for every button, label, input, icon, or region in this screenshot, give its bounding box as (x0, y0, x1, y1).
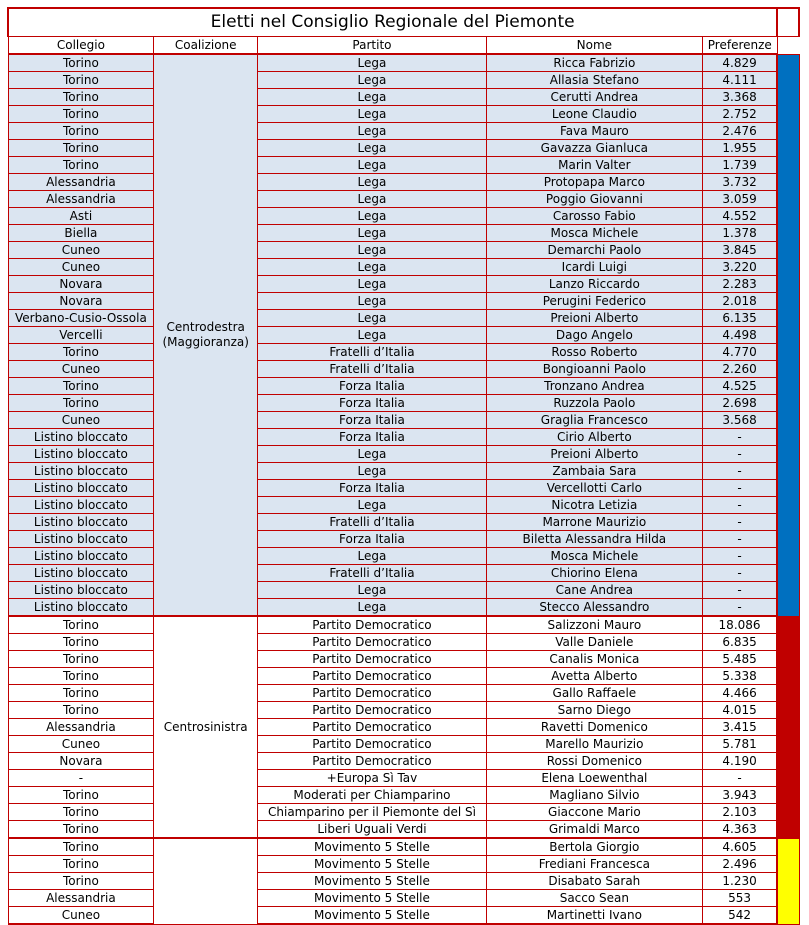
coalition-color-strip (777, 838, 799, 924)
cell-nome: Preioni Alberto (486, 310, 702, 327)
cell-nome: Martinetti Ivano (486, 907, 702, 925)
cell-nome: Frediani Francesca (486, 856, 702, 873)
cell-partito: Lega (258, 293, 487, 310)
cell-nome: Sarno Diego (486, 702, 702, 719)
table-row (8, 310, 799, 327)
cell-preferenze: - (702, 582, 777, 599)
cell-collegio: Torino (8, 651, 154, 668)
table-row (8, 106, 799, 123)
cell-partito: Partito Democratico (258, 702, 487, 719)
cell-collegio: Alessandria (8, 191, 154, 208)
cell-nome: Marrone Maurizio (486, 514, 702, 531)
cell-preferenze: 6.835 (702, 634, 777, 651)
cell-partito: Partito Democratico (258, 685, 487, 702)
cell-collegio: Torino (8, 89, 154, 106)
cell-preferenze: 3.059 (702, 191, 777, 208)
cell-nome: Disabato Sarah (486, 873, 702, 890)
header-row (8, 37, 799, 55)
cell-partito: Lega (258, 174, 487, 191)
cell-partito: Partito Democratico (258, 634, 487, 651)
table-row (8, 395, 799, 412)
cell-preferenze: 4.015 (702, 702, 777, 719)
table-row (8, 702, 799, 719)
cell-collegio: Listino bloccato (8, 446, 154, 463)
cell-collegio: Torino (8, 634, 154, 651)
cell-collegio: Listino bloccato (8, 497, 154, 514)
cell-collegio: - (8, 770, 154, 787)
table-row (8, 907, 799, 925)
cell-collegio: Asti (8, 208, 154, 225)
cell-preferenze: 4.525 (702, 378, 777, 395)
coalition-cell: Centrosinistra (154, 616, 258, 838)
table-row (8, 565, 799, 582)
cell-partito: Lega (258, 106, 487, 123)
table-row (8, 616, 799, 634)
cell-collegio: Novara (8, 293, 154, 310)
cell-nome: Rossi Domenico (486, 753, 702, 770)
cell-collegio: Cuneo (8, 907, 154, 925)
cell-nome: Lanzo Riccardo (486, 276, 702, 293)
cell-collegio: Cuneo (8, 361, 154, 378)
table-row (8, 463, 799, 480)
cell-preferenze: 2.018 (702, 293, 777, 310)
table-row (8, 89, 799, 106)
cell-partito: Movimento 5 Stelle (258, 890, 487, 907)
cell-preferenze: - (702, 599, 777, 617)
cell-partito: Lega (258, 225, 487, 242)
cell-partito: Fratelli d’Italia (258, 344, 487, 361)
cell-nome: Sacco Sean (486, 890, 702, 907)
cell-preferenze: 3.415 (702, 719, 777, 736)
cell-preferenze: 18.086 (702, 616, 777, 634)
header-partito: Partito (258, 37, 487, 55)
cell-partito: Forza Italia (258, 531, 487, 548)
cell-preferenze: - (702, 565, 777, 582)
table-row (8, 344, 799, 361)
table-row (8, 191, 799, 208)
cell-collegio: Cuneo (8, 736, 154, 753)
table-row (8, 429, 799, 446)
cell-collegio: Torino (8, 821, 154, 839)
cell-collegio: Torino (8, 685, 154, 702)
cell-preferenze: 4.770 (702, 344, 777, 361)
cell-preferenze: 4.552 (702, 208, 777, 225)
cell-collegio: Torino (8, 72, 154, 89)
cell-partito: Partito Democratico (258, 753, 487, 770)
table-row (8, 140, 799, 157)
cell-partito: Forza Italia (258, 395, 487, 412)
cell-partito: Partito Democratico (258, 616, 487, 634)
table-row (8, 480, 799, 497)
cell-nome: Gallo Raffaele (486, 685, 702, 702)
table-row (8, 378, 799, 395)
cell-preferenze: 2.260 (702, 361, 777, 378)
cell-collegio: Torino (8, 702, 154, 719)
cell-nome: Chiorino Elena (486, 565, 702, 582)
cell-collegio: Vercelli (8, 327, 154, 344)
table-row (8, 548, 799, 565)
cell-partito: Lega (258, 599, 487, 617)
cell-collegio: Torino (8, 395, 154, 412)
cell-collegio: Alessandria (8, 174, 154, 191)
cell-preferenze: 2.752 (702, 106, 777, 123)
cell-partito: Movimento 5 Stelle (258, 856, 487, 873)
cell-preferenze: - (702, 770, 777, 787)
cell-nome: Rosso Roberto (486, 344, 702, 361)
cell-preferenze: 542 (702, 907, 777, 925)
cell-partito: Forza Italia (258, 412, 487, 429)
cell-partito: Movimento 5 Stelle (258, 873, 487, 890)
table-row (8, 890, 799, 907)
cell-preferenze: 4.605 (702, 838, 777, 856)
cell-preferenze: 5.485 (702, 651, 777, 668)
cell-preferenze: 553 (702, 890, 777, 907)
cell-collegio: Cuneo (8, 412, 154, 429)
cell-partito: Lega (258, 54, 487, 72)
cell-partito: Liberi Uguali Verdi (258, 821, 487, 839)
cell-collegio: Torino (8, 804, 154, 821)
cell-preferenze: - (702, 463, 777, 480)
cell-partito: Chiamparino per il Piemonte del Sì (258, 804, 487, 821)
cell-partito: Lega (258, 327, 487, 344)
table-row (8, 497, 799, 514)
cell-collegio: Torino (8, 873, 154, 890)
cell-collegio: Torino (8, 668, 154, 685)
cell-collegio: Listino bloccato (8, 548, 154, 565)
header-coalizione: Coalizione (154, 37, 258, 55)
table-row (8, 446, 799, 463)
table-row (8, 225, 799, 242)
cell-collegio: Torino (8, 378, 154, 395)
cell-preferenze: 4.190 (702, 753, 777, 770)
cell-collegio: Listino bloccato (8, 514, 154, 531)
coalition-color-strip (777, 616, 799, 838)
cell-nome: Poggio Giovanni (486, 191, 702, 208)
cell-nome: Graglia Francesco (486, 412, 702, 429)
cell-nome: Valle Daniele (486, 634, 702, 651)
cell-preferenze: - (702, 531, 777, 548)
cell-preferenze: 5.781 (702, 736, 777, 753)
cell-preferenze: - (702, 548, 777, 565)
cell-preferenze: 2.698 (702, 395, 777, 412)
cell-partito: Lega (258, 208, 487, 225)
cell-nome: Ravetti Domenico (486, 719, 702, 736)
cell-collegio: Cuneo (8, 259, 154, 276)
coalition-cell (154, 838, 258, 924)
cell-partito: Fratelli d’Italia (258, 361, 487, 378)
cell-nome: Bongioanni Paolo (486, 361, 702, 378)
cell-collegio: Torino (8, 54, 154, 72)
cell-nome: Cane Andrea (486, 582, 702, 599)
cell-nome: Preioni Alberto (486, 446, 702, 463)
cell-preferenze: 3.845 (702, 242, 777, 259)
table-row (8, 54, 799, 72)
cell-nome: Vercellotti Carlo (486, 480, 702, 497)
cell-collegio: Listino bloccato (8, 565, 154, 582)
cell-partito: Lega (258, 72, 487, 89)
cell-collegio: Cuneo (8, 242, 154, 259)
cell-nome: Carosso Fabio (486, 208, 702, 225)
cell-collegio: Alessandria (8, 719, 154, 736)
cell-collegio: Listino bloccato (8, 531, 154, 548)
cell-nome: Leone Claudio (486, 106, 702, 123)
cell-preferenze: 3.568 (702, 412, 777, 429)
table-row (8, 685, 799, 702)
cell-nome: Magliano Silvio (486, 787, 702, 804)
table-row (8, 787, 799, 804)
header-collegio: Collegio (8, 37, 154, 55)
cell-partito: Forza Italia (258, 429, 487, 446)
table-row (8, 804, 799, 821)
cell-preferenze: 4.111 (702, 72, 777, 89)
table-row (8, 668, 799, 685)
cell-partito: Movimento 5 Stelle (258, 838, 487, 856)
table-row (8, 753, 799, 770)
cell-partito: Fratelli d’Italia (258, 514, 487, 531)
table-row (8, 599, 799, 617)
cell-partito: Forza Italia (258, 480, 487, 497)
header-preferenze: Preferenze (702, 37, 777, 55)
cell-preferenze: 3.943 (702, 787, 777, 804)
table-row (8, 157, 799, 174)
cell-nome: Canalis Monica (486, 651, 702, 668)
cell-nome: Mosca Michele (486, 548, 702, 565)
cell-partito: Lega (258, 123, 487, 140)
cell-collegio: Torino (8, 787, 154, 804)
cell-partito: Lega (258, 89, 487, 106)
cell-preferenze: 3.220 (702, 259, 777, 276)
table-row (8, 634, 799, 651)
cell-partito: Fratelli d’Italia (258, 565, 487, 582)
cell-nome: Avetta Alberto (486, 668, 702, 685)
table-row (8, 259, 799, 276)
cell-preferenze: - (702, 480, 777, 497)
cell-collegio: Verbano-Cusio-Ossola (8, 310, 154, 327)
cell-partito: Lega (258, 582, 487, 599)
cell-partito: Movimento 5 Stelle (258, 907, 487, 925)
cell-partito: Lega (258, 497, 487, 514)
cell-nome: Marin Valter (486, 157, 702, 174)
table-row (8, 531, 799, 548)
cell-preferenze: 3.368 (702, 89, 777, 106)
cell-collegio: Torino (8, 344, 154, 361)
table-row (8, 719, 799, 736)
cell-partito: Lega (258, 191, 487, 208)
cell-nome: Icardi Luigi (486, 259, 702, 276)
cell-partito: Partito Democratico (258, 668, 487, 685)
cell-collegio: Novara (8, 753, 154, 770)
cell-collegio: Listino bloccato (8, 599, 154, 617)
header-nome: Nome (486, 37, 702, 55)
cell-preferenze: 2.283 (702, 276, 777, 293)
table-row (8, 856, 799, 873)
cell-partito: Lega (258, 259, 487, 276)
cell-partito: Lega (258, 446, 487, 463)
table-row (8, 838, 799, 856)
cell-collegio: Listino bloccato (8, 582, 154, 599)
cell-partito: Partito Democratico (258, 736, 487, 753)
table-row (8, 242, 799, 259)
table-row (8, 327, 799, 344)
cell-collegio: Listino bloccato (8, 429, 154, 446)
table-row (8, 770, 799, 787)
cell-nome: Allasia Stefano (486, 72, 702, 89)
cell-nome: Dago Angelo (486, 327, 702, 344)
table-row (8, 736, 799, 753)
cell-collegio: Novara (8, 276, 154, 293)
table-row (8, 582, 799, 599)
cell-nome: Ruzzola Paolo (486, 395, 702, 412)
cell-preferenze: 4.498 (702, 327, 777, 344)
cell-nome: Protopapa Marco (486, 174, 702, 191)
cell-partito: Lega (258, 242, 487, 259)
cell-collegio: Biella (8, 225, 154, 242)
cell-collegio: Torino (8, 140, 154, 157)
cell-nome: Stecco Alessandro (486, 599, 702, 617)
table-row (8, 651, 799, 668)
cell-partito: Lega (258, 463, 487, 480)
cell-nome: Bertola Giorgio (486, 838, 702, 856)
cell-preferenze: 5.338 (702, 668, 777, 685)
table-row (8, 276, 799, 293)
cell-nome: Marello Maurizio (486, 736, 702, 753)
cell-preferenze: 1.739 (702, 157, 777, 174)
table-row (8, 361, 799, 378)
cell-nome: Nicotra Letizia (486, 497, 702, 514)
cell-preferenze: 6.135 (702, 310, 777, 327)
cell-collegio: Alessandria (8, 890, 154, 907)
table-row (8, 412, 799, 429)
table-row (8, 821, 799, 839)
cell-collegio: Torino (8, 838, 154, 856)
cell-preferenze: 1.378 (702, 225, 777, 242)
cell-collegio: Listino bloccato (8, 463, 154, 480)
table-row (8, 873, 799, 890)
cell-collegio: Torino (8, 856, 154, 873)
cell-preferenze: - (702, 446, 777, 463)
cell-preferenze: - (702, 497, 777, 514)
cell-preferenze: 4.466 (702, 685, 777, 702)
table-row (8, 514, 799, 531)
cell-preferenze: 1.955 (702, 140, 777, 157)
cell-preferenze: - (702, 429, 777, 446)
cell-preferenze: 3.732 (702, 174, 777, 191)
cell-nome: Grimaldi Marco (486, 821, 702, 839)
cell-nome: Cirio Alberto (486, 429, 702, 446)
cell-preferenze: 1.230 (702, 873, 777, 890)
cell-partito: Forza Italia (258, 378, 487, 395)
cell-nome: Gavazza Gianluca (486, 140, 702, 157)
table-title: Eletti nel Consiglio Regionale del Piemonte (8, 8, 777, 37)
cell-nome: Salizzoni Mauro (486, 616, 702, 634)
table-row (8, 293, 799, 310)
table-row (8, 72, 799, 89)
table-row (8, 174, 799, 191)
cell-preferenze: 4.829 (702, 54, 777, 72)
cell-nome: Demarchi Paolo (486, 242, 702, 259)
cell-collegio: Torino (8, 123, 154, 140)
cell-preferenze: 4.363 (702, 821, 777, 839)
coalition-color-strip (777, 54, 799, 616)
cell-nome: Zambaia Sara (486, 463, 702, 480)
cell-collegio: Torino (8, 106, 154, 123)
cell-partito: Lega (258, 276, 487, 293)
cell-partito: Lega (258, 310, 487, 327)
cell-nome: Fava Mauro (486, 123, 702, 140)
cell-preferenze: 2.103 (702, 804, 777, 821)
cell-collegio: Listino bloccato (8, 480, 154, 497)
cell-preferenze: 2.476 (702, 123, 777, 140)
coalition-cell: Centrodestra (Maggioranza) (154, 54, 258, 616)
cell-preferenze: 2.496 (702, 856, 777, 873)
cell-nome: Giaccone Mario (486, 804, 702, 821)
cell-partito: Lega (258, 157, 487, 174)
table-row (8, 208, 799, 225)
cell-nome: Perugini Federico (486, 293, 702, 310)
cell-collegio: Torino (8, 616, 154, 634)
cell-partito: Partito Democratico (258, 719, 487, 736)
cell-nome: Biletta Alessandra Hilda (486, 531, 702, 548)
cell-partito: Lega (258, 140, 487, 157)
cell-partito: Partito Democratico (258, 651, 487, 668)
cell-preferenze: - (702, 514, 777, 531)
cell-collegio: Torino (8, 157, 154, 174)
results-table-container (7, 7, 800, 925)
cell-partito: Moderati per Chiamparino (258, 787, 487, 804)
cell-nome: Elena Loewenthal (486, 770, 702, 787)
cell-partito: Lega (258, 548, 487, 565)
elected-council-table (7, 7, 800, 925)
cell-nome: Ricca Fabrizio (486, 54, 702, 72)
cell-nome: Tronzano Andrea (486, 378, 702, 395)
cell-partito: +Europa Sì Tav (258, 770, 487, 787)
cell-nome: Cerutti Andrea (486, 89, 702, 106)
cell-nome: Mosca Michele (486, 225, 702, 242)
table-row (8, 123, 799, 140)
